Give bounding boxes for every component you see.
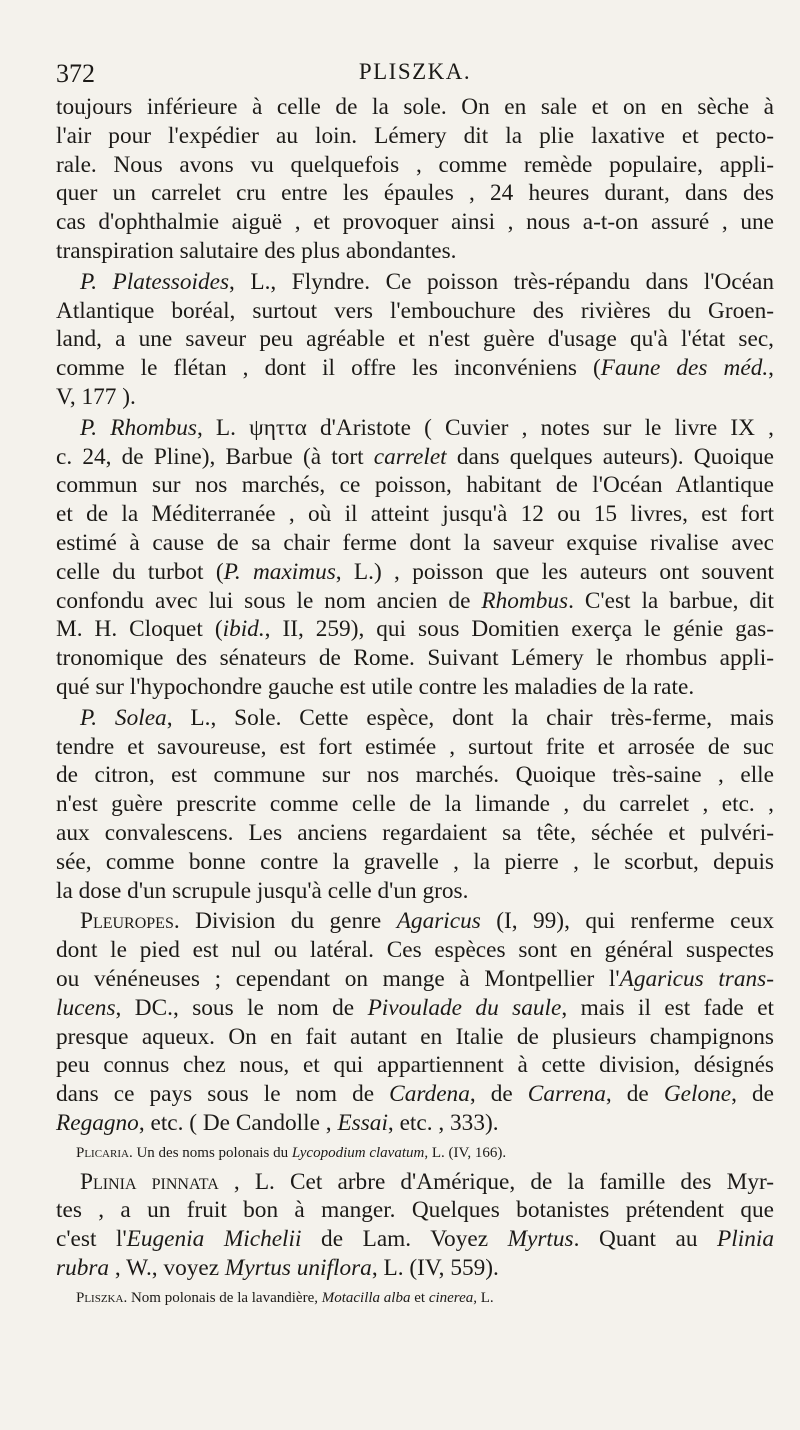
page-number: 372 (56, 59, 95, 88)
text-line (56, 704, 774, 733)
italic-term: Cardena (389, 1081, 470, 1108)
text-line (56, 1080, 774, 1109)
italic-term: Agaricus (396, 908, 481, 935)
species-name: P. Platessoides (80, 268, 230, 295)
text-line (56, 1168, 774, 1197)
species-name: P. Rhombus (80, 414, 197, 441)
italic-term: Carrena (527, 1081, 606, 1108)
text-line: et de la Méditerranée , où il atteint jusqu'à 12 ou 15 livres, est fort (56, 501, 774, 528)
text-span: Un des noms polonais du (132, 1144, 292, 1161)
text-span: , (768, 355, 774, 382)
italic-term: lucens (56, 994, 116, 1021)
text-span: Nom polonais de la lavandière, (127, 1289, 322, 1306)
italic-term: Pivoulade du saule (367, 994, 562, 1021)
entry-plicaria (56, 1142, 774, 1164)
text-span: M. H. Cloquet ( (56, 616, 223, 643)
text-line: presque aqueux. On en fait autant en Italie de plusieurs champignons (56, 1023, 774, 1050)
italic-term: ibid. (222, 616, 265, 643)
text-span: confondu avec lui sous le nom ancien de (56, 587, 482, 614)
text-span: Division du genre (179, 908, 397, 935)
text-span: , L., Sole. Cette espèce, dont la chair très-ferme, mais (166, 704, 774, 731)
text-span: , L.) , poisson que les auteurs ont souvent (335, 558, 774, 585)
italic-term: Agaricus trans- (619, 965, 774, 992)
text-span: , mais il est fade et (561, 994, 775, 1021)
text-span: , W., voyez (109, 1255, 225, 1282)
text-line (56, 615, 774, 644)
text-span: , L. (IV, 559). (371, 1255, 499, 1282)
italic-term: Essai (337, 1109, 388, 1136)
entry-pliszka (56, 1287, 774, 1309)
italic-term: Rhombus (481, 587, 569, 614)
italic-term: Regagno (56, 1109, 139, 1136)
italic-term: Myrtus (507, 1226, 574, 1253)
species-name: P. Solea (80, 704, 167, 731)
text-line (56, 268, 774, 297)
text-line: la dose d'un scrupule jusqu'à celle d'un gros. (56, 877, 469, 904)
entry-rhombus (56, 414, 774, 702)
text-line (56, 1225, 774, 1254)
text-span: ou vénéneuses ; cependant on mange à Montpellier l' (56, 965, 620, 992)
text-line: tendre et savoureuse, est fort estimée , surtout frite et arrosée de suc (56, 733, 774, 760)
text-line: commun sur nos marchés, ce poisson, habitant de l'Océan Atlantique (56, 472, 774, 499)
text-span: , L. ψηττα d'Aristote ( Cuvier , notes sur le livre IX , (196, 414, 774, 441)
italic-term: Eugenia Michelii (126, 1226, 302, 1253)
italic-term: cinerea (428, 1289, 474, 1306)
text-span: (I, 99), qui renferme ceux (480, 908, 774, 935)
italic-term: Myrtus uniflora (224, 1255, 372, 1282)
text-line (56, 414, 774, 443)
text-line (56, 354, 774, 383)
paragraph-intro (56, 93, 774, 266)
italic-term: Lycopodium clavatum (291, 1144, 425, 1161)
text-span: celle du turbot ( (56, 558, 224, 585)
text-line: tronomique des sénateurs de Rome. Suivant Lémery le rhombus appli- (56, 645, 774, 672)
text-span: , etc. , 333). (387, 1109, 499, 1136)
citation-title: Faune des méd. (600, 355, 769, 382)
text-line: peu connus chez nous, et qui appartiennent à cette division, désignés (56, 1052, 774, 1079)
text-span: , de (731, 1081, 774, 1108)
text-span: dans ce pays sous le nom de (56, 1081, 390, 1108)
text-line: Atlantique boréal, surtout vers l'embouchure des rivières du Groen- (56, 297, 774, 324)
text-line: cas d'ophthalmie aiguë , et provoquer ainsi , nous a-t-on assuré , une (56, 209, 774, 236)
text-line (56, 587, 774, 616)
entry-headword: Pleuropes. (80, 908, 180, 935)
text-line (56, 965, 774, 994)
entry-headword: Plicaria. (76, 1144, 133, 1161)
text-span: c'est l' (56, 1226, 127, 1253)
text-line: estimé à cause de sa chair ferme dont la saveur exquise rivalise avec (56, 529, 774, 556)
text-span: dans quelques auteurs). Quoique (446, 443, 774, 470)
text-span: . Quant au (573, 1226, 718, 1253)
text-line: V, 177 ). (56, 383, 136, 410)
text-span: , DC., sous le nom de (115, 994, 368, 1021)
text-line: sée, comme bonne contre la gravelle , la pierre , le scorbut, depuis (56, 848, 774, 875)
text-line: transpiration salutaire des plus abondantes. (56, 237, 457, 264)
text-line (56, 443, 774, 472)
text-line (56, 1109, 774, 1138)
text-line: toujours inférieure à celle de la sole. On en sale et on en sèche à (56, 94, 774, 120)
text-line: aux convalescens. Les anciens regardaient sa tête, séchée et pulvéri- (56, 819, 774, 846)
italic-term: Gelone (663, 1081, 732, 1108)
italic-term: Motacilla alba (321, 1289, 411, 1306)
text-line (56, 1254, 774, 1283)
text-line: de citron, est commune sur nos marchés. Quoique très-saine , elle (56, 762, 774, 789)
text-span: , L. (473, 1289, 494, 1306)
page-header (56, 55, 774, 91)
entry-headword: Pliszka. (76, 1289, 128, 1306)
text-span: c. 24, de Pline), Barbue (à tort (56, 443, 374, 470)
text-span: et (410, 1289, 429, 1306)
text-line (56, 994, 774, 1023)
text-line (56, 907, 774, 936)
text-span: , de (605, 1081, 664, 1108)
text-span: de Lam. Voyez (301, 1226, 508, 1253)
text-line: l'air pour l'expédier au loin. Lémery dit la plie laxative et pecto- (56, 122, 774, 149)
text-span: , etc. ( De Candolle , (138, 1109, 338, 1136)
text-span: , II, 259), qui sous Domitien exerça le génie gas- (264, 616, 774, 643)
text-span: , de (469, 1081, 528, 1108)
italic-term: carrelet (373, 443, 447, 470)
text-span: comme le flétan , dont il offre les inconvéniens ( (56, 355, 601, 382)
entry-plinia (56, 1168, 774, 1283)
text-line: n'est guère prescrite comme celle de la limande , du carrelet , etc. , (56, 791, 774, 818)
text-span: , L. (IV, 166). (424, 1144, 507, 1161)
text-line: qué sur l'hypochondre gauche est utile contre les maladies de la rate. (56, 673, 695, 700)
entry-headword: Plinia pinnata (80, 1168, 219, 1195)
text-span: . C'est la barbue, dit (568, 587, 774, 614)
text-span: , L. Cet arbre d'Amérique, de la famille des Myr- (218, 1168, 775, 1195)
text-line: rale. Nous avons vu quelquefois , comme remède populaire, appli- (56, 151, 774, 178)
running-title: PLISZKA. (358, 59, 472, 84)
entry-platessoides (56, 268, 774, 412)
entry-pleuropes (56, 907, 774, 1137)
text-span: , L., Flyndre. Ce poisson très-répandu dans l'Océan (229, 268, 774, 295)
entry-solea (56, 704, 774, 906)
italic-term: rubra (56, 1255, 110, 1282)
italic-term: P. maximus (223, 558, 336, 585)
text-line (56, 558, 774, 587)
text-line: tes , a un fruit bon à manger. Quelques botanistes prétendent que (56, 1197, 774, 1224)
text-line: dont le pied est nul ou latéral. Ces espèces sont en général suspectes (56, 937, 774, 964)
italic-term: Plinia (717, 1226, 774, 1253)
text-line: quer un carrelet cru entre les épaules , 24 heures durant, dans des (56, 180, 774, 207)
text-line: land, a une saveur peu agréable et n'est guère d'usage qu'à l'état sec, (56, 326, 774, 353)
